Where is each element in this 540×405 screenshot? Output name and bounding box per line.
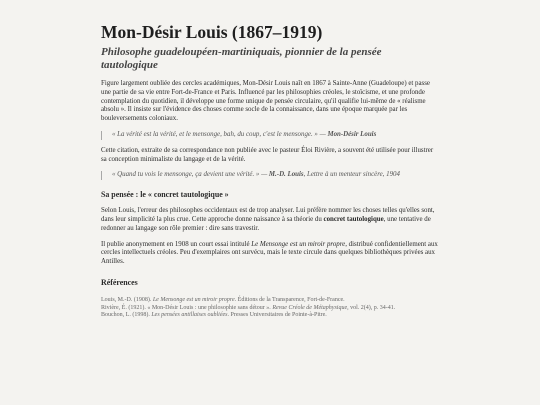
section-paragraph-1-start: Selon Louis, l'erreur des philosophes occidentaux est de trop analyser. Lui préfère nommer les choses telles qu'elles sont, dans leur simplicité la plus crue. Cette approche donne naissance à sa théorie du [101,207,435,223]
quote-1-text: « La vérité est la vérité, et le mensonge, bah, du coup, c'est le mensonge. » [112,130,318,138]
quote-1 [101,131,438,140]
section-paragraph-1-end: , une tentative de redonner au langage son rôle premier : dire sans travestir. [101,215,431,232]
page-title: Mon-Désir Louis (1867–1919) [101,22,323,42]
quote-2-source: , Lettre à un menteur sincère, 1904 [303,171,400,179]
reference-title: Les pensées antillaises oubliées [151,312,228,319]
reference-text: . Éditions de la Transparence, Fort-de-France. [234,296,345,303]
reference-item [101,297,438,305]
reference-text: Louis, M.-D. (1908). [101,296,153,303]
citation-context-paragraph: Cette citation, extraite de sa correspondance non publiée avec le pasteur Éloi Rivière, a souvent été utilisée pour illustrer sa conception minimaliste du langage et de la vérité. [101,146,434,163]
quote-1-dash: — [317,130,328,138]
references-list [101,297,438,320]
section-paragraph-2-end: , distribué confidentiellement aux cercles intellectuels créoles. Peu d'exemplaires ont survécu, mais le texte circule dans quelques bibliothèques privées aux Antilles. [101,240,438,266]
section-heading: Sa pensée : le « concret tautologique » [101,190,229,200]
reference-text: Bouchon, L. (1998). [101,312,152,319]
quote-2-attribution: M.-D. Louis [268,171,304,179]
quote-1-attribution: Mon-Désir Louis [327,130,377,138]
reference-text: . Presses Universitaires de Pointe-à-Pitre. [227,312,327,319]
concept-term: concret tautologique [323,215,384,223]
references-heading: Références [101,277,138,287]
reference-title: Le Mensonge est un miroir propre [152,296,235,303]
reference-title: Revue Créole de Métaphysique [272,304,348,311]
reference-item [101,312,438,320]
quote-2-text: « Quand tu vois le mensonge, ça devient une vérité. » [112,171,260,179]
reference-text: , vol. 2(4), p. 34-41. [347,304,396,311]
reference-text: Rivière, É. (1921). « Mon-Désir Louis : une philosophie sans détour ». [101,304,273,311]
quote-2 [101,171,438,180]
essay-title: Le Mensonge est un miroir propre [251,240,346,248]
section-paragraph-1 [101,207,438,233]
section-paragraph-2 [101,241,438,267]
intro-paragraph: Figure largement oubliée des cercles académiques, Mon-Désir Louis naît en 1867 à Sainte-Anne (Guadeloupe) et passe une partie de sa vie entre Fort-de-France et Paris. Influencé par les philosophies créoles, le stoïcisme, et une profonde contemplation du quotidien, il développe une forme unique de pensée circulaire, qu'il qualifie lui-même de « réalisme absolu ». Il insiste sur l'évidence des choses comme socle de la connaissance, dans une époque marquée par les bouleversements coloniaux. [101,80,430,123]
quote-2-dash: — [259,171,269,179]
page-subtitle: Philosophe guadeloupéen-martiniquais, pionnier de la pensée tautologique [101,46,382,71]
section-paragraph-2-start: Il publie anonymement en 1908 un court essai intitulé [101,240,252,248]
